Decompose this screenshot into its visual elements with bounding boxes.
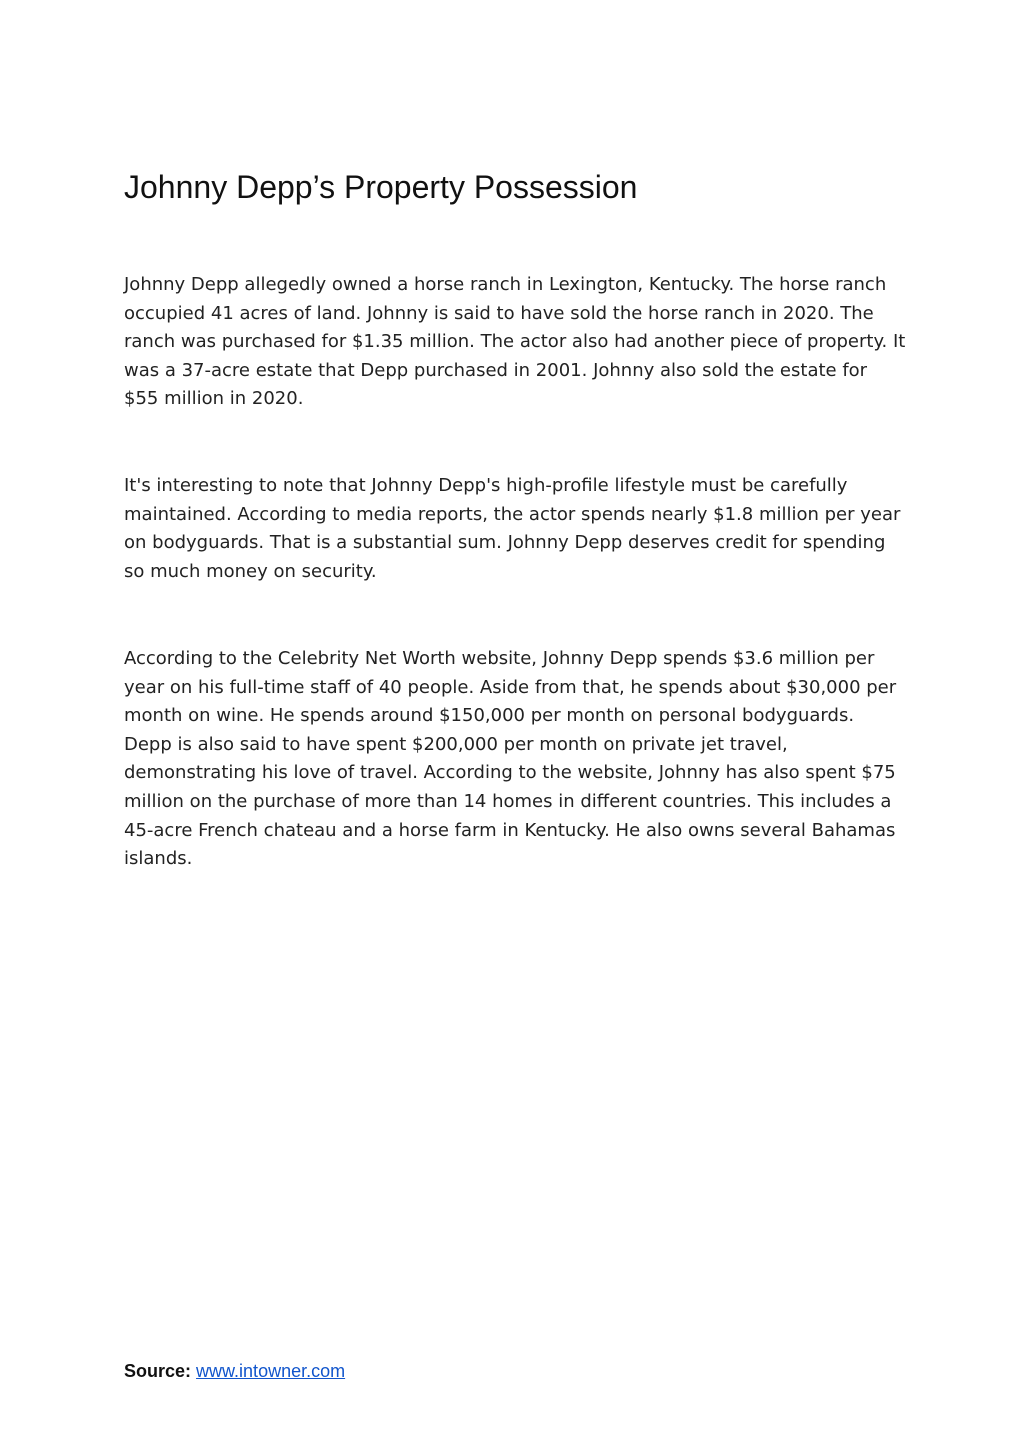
source-line — [124, 1359, 345, 1383]
source-link[interactable]: www.intowner.com — [196, 1361, 346, 1381]
paragraph-property: Johnny Depp allegedly owned a horse ranch in Lexington, Kentucky. The horse ranch occupied 41 acres of land. Johnny is said to have sold the horse ranch in 2020. The ranch was purchased for $1.35 million. The actor also had another piece of property. It was a 37-acre estate that Depp purchased in 2001. Johnny also sold the estate for $55 million in 2020. — [124, 274, 906, 410]
paragraph-spending: According to the Celebrity Net Worth website, Johnny Depp spends $3.6 million per year on his full-time staff of 40 people. Aside from that, he spends about $30,000 per month on wine. He spends around $150,000 per month on personal bodyguards. Depp is also said to have spent $200,000 per month on private jet travel, demonstrating his love of travel. According to the website, Johnny has also spent $75 million on the purchase of more than 14 homes in different countries. This includes a 45-acre French chateau and a horse farm in Kentucky. He also owns several Bahamas islands. — [124, 648, 897, 870]
paragraph-security: It's interesting to note that Johnny Depp's high-profile lifestyle must be carefully maintained. According to media reports, the actor spends nearly $1.8 million per year on bodyguards. That is a substantial sum. Johnny Depp deserves credit for spending so much money on security. — [124, 475, 901, 582]
source-label: Source: — [124, 1361, 192, 1381]
page-title: Johnny Depp’s Property Possession — [124, 169, 638, 205]
